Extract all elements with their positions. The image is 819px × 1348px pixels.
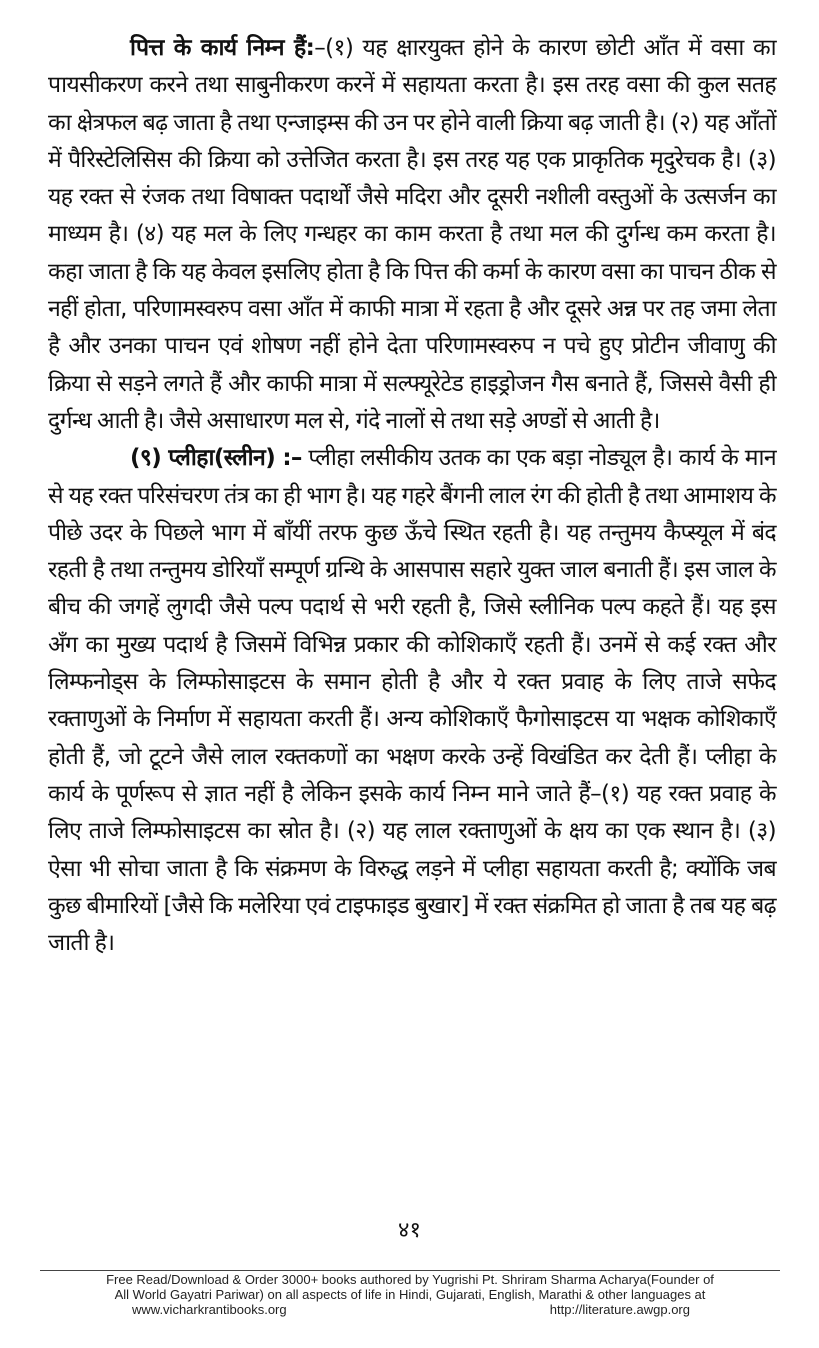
footer-line-2: All World Gayatri Pariwar) on all aspects of life in Hindi, Gujarati, English, Marathi & other languages at: [114, 1287, 706, 1302]
paragraph-bile-functions: [48, 30, 776, 440]
page-body: [48, 30, 776, 962]
footer-link-vicharkrantibooks[interactable]: www.vicharkrantibooks.org: [132, 1302, 287, 1317]
footer-links: [40, 1302, 780, 1317]
footer-link-literature-awgp[interactable]: http://literature.awgp.org: [549, 1302, 690, 1317]
paragraph-spleen: [48, 440, 776, 962]
footer-divider: [40, 1270, 780, 1271]
footer: [40, 1272, 780, 1317]
bile-functions-heading: पित्त के कार्य निम्न हैं:: [130, 35, 315, 61]
spleen-text: प्लीहा लसीकीय उतक का एक बड़ा नोड्यूल है। कार्य के मान से यह रक्त परिसंचरण तंत्र का ही भाग है। यह गहरे बैंगनी लाल रंग की होती है तथा आमाशय के पीछे उदर के पिछले भाग में बाँयीं तरफ कुछ ऊँचे स्थित रहती है। यह तन्तुमय कैप्स्यूल में बंद रहती है तथा तन्तुमय डोरियाँ सम्पूर्ण ग्रन्थि के आसपास सहारे युक्त जाल बनाती हैं। इस जाल के बीच की जगहें लुगदी जैसे पल्प पदार्थ से भरी रहती है, जिसे स्लीनिक पल्प कहते हैं। यह इस अँग का मुख्य पदार्थ है जिसमें विभिन्न प्रकार की कोशिकाएँ रहती हैं। उनमें से कई रक्त और लिम्फनोड्स के लिम्फोसाइटस के समान होती है और ये रक्त प्रवाह के लिए ताजे सफेद रक्ताणुओं के निर्माण में सहायता करती हैं। अन्य कोशिकाएँ फैगोसाइटस या भक्षक कोशिकाएँ होती हैं, जो टूटने जैसे लाल रक्तकणों का भक्षण करके उन्हें विखंडित कर देती हैं। प्लीहा के कार्य के पूर्णरूप से ज्ञात नहीं है लेकिन इसके कार्य निम्न माने जाते हैं–(१) यह रक्त प्रवाह के लिए ताजे लिम्फोसाइटस का स्रोत है। (२) यह लाल रक्ताणुओं के क्षय का एक स्थान है। (३) ऐसा भी सोचा जाता है कि संक्रमण के विरुद्ध लड़ने में प्लीहा सहायता करती है; क्योंकि जब कुछ बीमारियों [जैसे कि मलेरिया एवं टाइफाइड बुखार] में रक्त संक्रमित हो जाता है तब यह बढ़ जाती है।: [48, 445, 776, 957]
footer-line-1: Free Read/Download & Order 3000+ books authored by Yugrishi Pt. Shriram Sharma Acharya(Founder of: [106, 1272, 714, 1287]
spleen-heading: (९) प्लीहा(स्लीन) :–: [130, 445, 302, 472]
page-number: ४१: [398, 1218, 421, 1243]
bile-functions-text: –(१) यह क्षारयुक्त होने के कारण छोटी आँत में वसा का पायसीकरण करने तथा साबुनीकरण करनें में सहायता करता है। इस तरह वसा की कुल सतह का क्षेत्रफल बढ़ जाता है तथा एन्जाइम्स की उन पर होने वाली क्रिया बढ़ जाती है। (२) यह आँतों में पैरिस्टेलिसिस की क्रिया को उत्तेजित करता है। इस तरह यह एक प्राकृतिक मृदुरेचक है। (३) यह रक्त से रंजक तथा विषाक्त पदार्थों जैसे मदिरा और दूसरी नशीली वस्तुओं के उत्सर्जन का माध्यम है। (४) यह मल के लिए गन्धहर का काम करता है तथा मल की दुर्गन्ध कम करता है। कहा जाता है कि यह केवल इसलिए होता है कि पित्त की कर्मा के कारण वसा का पाचन ठीक से नहीं होता, परिणामस्वरुप वसा आँत में काफी मात्रा में रहता है और दूसरे अन्न पर तह जमा लेता है और उनका पाचन एवं शोषण नहीं होने देता परिणामस्वरुप न पचे हुए प्रोटीन जीवाणु की क्रिया से सड़ने लगते हैं और काफी मात्रा में सल्फ्यूरेटेड हाइड्रोजन गैस बनाते हैं, जिससे वैसी ही दुर्गन्ध आती है। जैसे असाधारण मल से, गंदे नालों से तथा सड़े अण्डों से आती है।: [48, 35, 777, 434]
